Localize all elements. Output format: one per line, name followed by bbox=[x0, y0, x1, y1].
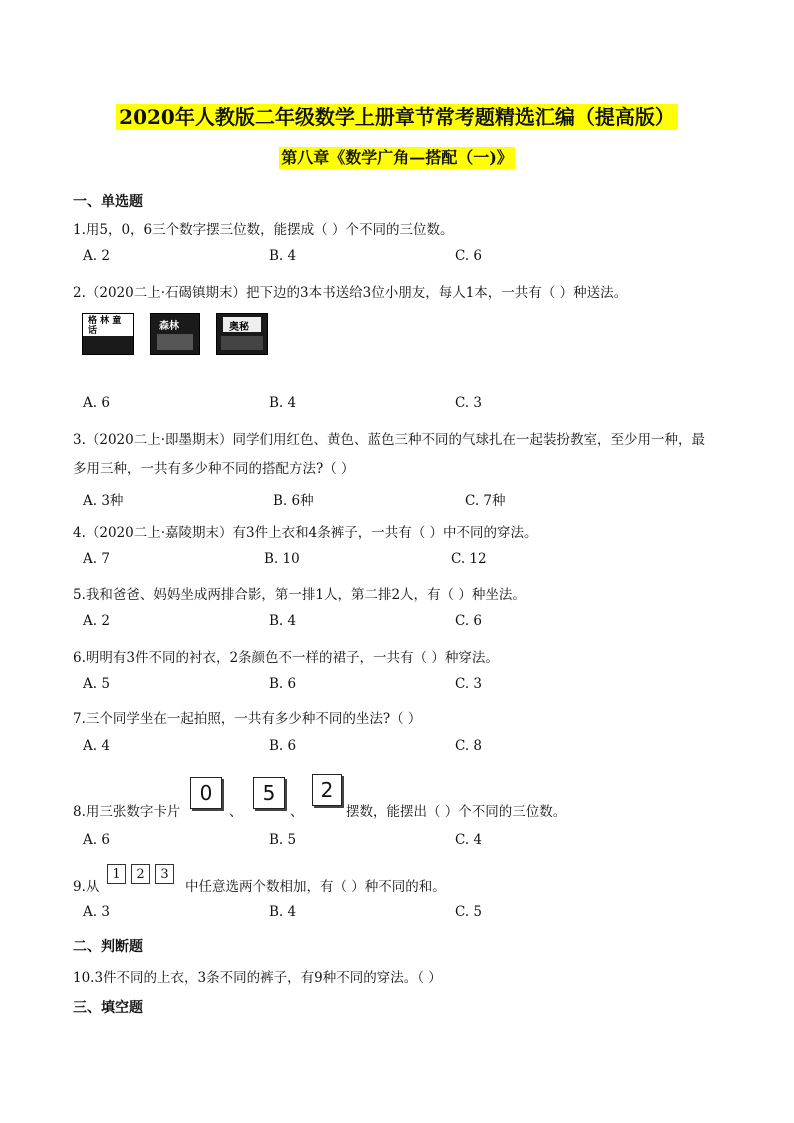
question-10: 10.3件不同的上衣，3条不同的裤子，有9种不同的穿法。（ ） bbox=[73, 970, 442, 986]
question-7-options bbox=[83, 738, 723, 756]
option-b[interactable]: B. 4 bbox=[269, 613, 297, 629]
separator: 、 bbox=[229, 804, 243, 820]
option-a[interactable]: A. 6 bbox=[83, 395, 110, 411]
option-a[interactable]: A. 3种 bbox=[83, 493, 124, 509]
question-9-prefix: 9.从 bbox=[73, 879, 100, 895]
small-number-card-2 bbox=[131, 864, 150, 884]
question-8-suffix: 摆数，能摆出（ ）个不同的三位数。 bbox=[346, 804, 567, 820]
question-2-options bbox=[83, 395, 723, 413]
question-4-options bbox=[83, 551, 723, 569]
question-8-prefix: 8.用三张数字卡片 bbox=[73, 804, 181, 820]
number-card-0 bbox=[190, 777, 222, 809]
small-number-card-1-label: 1 bbox=[112, 866, 121, 882]
option-b[interactable]: B. 4 bbox=[269, 904, 297, 920]
option-c[interactable]: C. 4 bbox=[455, 832, 483, 848]
question-4: 4.（2020二上·嘉陵期末）有3件上衣和4条裤子，一共有（ ）中不同的穿法。 bbox=[73, 525, 538, 541]
question-5-options bbox=[83, 613, 723, 631]
option-c[interactable]: C. 7种 bbox=[465, 493, 506, 509]
question-3-line-2: 多用三种，一共有多少种不同的搭配方法?（ ） bbox=[73, 461, 355, 477]
option-c[interactable]: C. 3 bbox=[455, 676, 483, 692]
question-7: 7.三个同学坐在一起拍照，一共有多少种不同的坐法?（ ） bbox=[73, 711, 422, 727]
option-c[interactable]: C. 6 bbox=[455, 613, 483, 629]
section-heading-fill-in: 三、填空题 bbox=[73, 1000, 143, 1016]
number-card-5-label: 5 bbox=[262, 781, 276, 805]
number-card-2 bbox=[312, 774, 342, 806]
book-image-forest bbox=[150, 313, 200, 355]
question-2: 2.（2020二上·石碣镇期末）把下边的3本书送给3位小朋友，每人1本，一共有（ ）种送法。 bbox=[73, 285, 628, 301]
question-8-options bbox=[83, 832, 723, 850]
number-card-0-label: 0 bbox=[199, 781, 213, 805]
option-a[interactable]: A. 2 bbox=[83, 248, 110, 264]
question-9-suffix: 中任意选两个数相加，有（ ）种不同的和。 bbox=[185, 879, 446, 895]
option-b[interactable]: B. 10 bbox=[264, 551, 300, 567]
book-title-3: 奥秘 bbox=[229, 322, 249, 333]
small-number-card-2-label: 2 bbox=[136, 866, 145, 882]
option-a[interactable]: A. 5 bbox=[83, 676, 110, 692]
book-image-grimm bbox=[82, 313, 134, 355]
separator: 、 bbox=[290, 804, 304, 820]
option-a[interactable]: A. 2 bbox=[83, 613, 110, 629]
book-image-mystery bbox=[216, 313, 268, 355]
option-a[interactable]: A. 4 bbox=[83, 738, 110, 754]
option-b[interactable]: B. 6 bbox=[269, 738, 297, 754]
option-a[interactable]: A. 6 bbox=[83, 832, 110, 848]
chapter-subtitle-text: 第八章《数学广角—搭配（一)》 bbox=[281, 148, 513, 167]
option-b[interactable]: B. 4 bbox=[269, 248, 297, 264]
small-number-card-1 bbox=[107, 864, 126, 884]
section-heading-single-choice: 一、单选题 bbox=[73, 194, 143, 210]
small-number-card-3 bbox=[155, 864, 174, 884]
option-c[interactable]: C. 6 bbox=[455, 248, 483, 264]
question-1-options bbox=[83, 248, 723, 266]
question-5: 5.我和爸爸、妈妈坐成两排合影，第一排1人，第二排2人，有（ ）种坐法。 bbox=[73, 587, 526, 603]
option-b[interactable]: B. 6种 bbox=[273, 493, 314, 509]
option-c[interactable]: C. 12 bbox=[451, 551, 487, 567]
question-6: 6.明明有3件不同的衬衣，2条颜色不一样的裙子，一共有（ ）种穿法。 bbox=[73, 650, 499, 666]
book-title-1: 格 林 童 话 bbox=[88, 316, 122, 336]
book-title-2: 森林 bbox=[159, 321, 179, 332]
number-card-5 bbox=[253, 777, 285, 809]
option-a[interactable]: A. 7 bbox=[83, 551, 110, 567]
chapter-subtitle bbox=[0, 147, 794, 169]
option-c[interactable]: C. 5 bbox=[455, 904, 483, 920]
option-b[interactable]: B. 4 bbox=[269, 395, 297, 411]
question-3-line-1: 3.（2020二上·即墨期末）同学们用红色、黄色、蓝色三种不同的气球扎在一起装扮教室，至少用一种，最 bbox=[73, 432, 706, 448]
question-3-options bbox=[83, 489, 723, 507]
option-c[interactable]: C. 8 bbox=[455, 738, 483, 754]
option-b[interactable]: B. 5 bbox=[269, 832, 297, 848]
question-1: 1.用5，0，6三个数字摆三位数，能摆成（ ）个不同的三位数。 bbox=[73, 222, 454, 238]
book-images bbox=[82, 313, 272, 355]
question-9-options bbox=[83, 904, 723, 922]
option-a[interactable]: A. 3 bbox=[83, 904, 110, 920]
option-c[interactable]: C. 3 bbox=[455, 395, 483, 411]
page-title-text: 2020年人教版二年级数学上册章节常考题精选汇编（提高版） bbox=[116, 104, 678, 130]
section-heading-true-false: 二、判断题 bbox=[73, 939, 143, 955]
option-b[interactable]: B. 6 bbox=[269, 676, 297, 692]
number-card-2-label: 2 bbox=[320, 778, 334, 802]
small-number-card-3-label: 3 bbox=[160, 866, 169, 882]
question-6-options bbox=[83, 676, 723, 694]
page-title bbox=[0, 104, 794, 130]
